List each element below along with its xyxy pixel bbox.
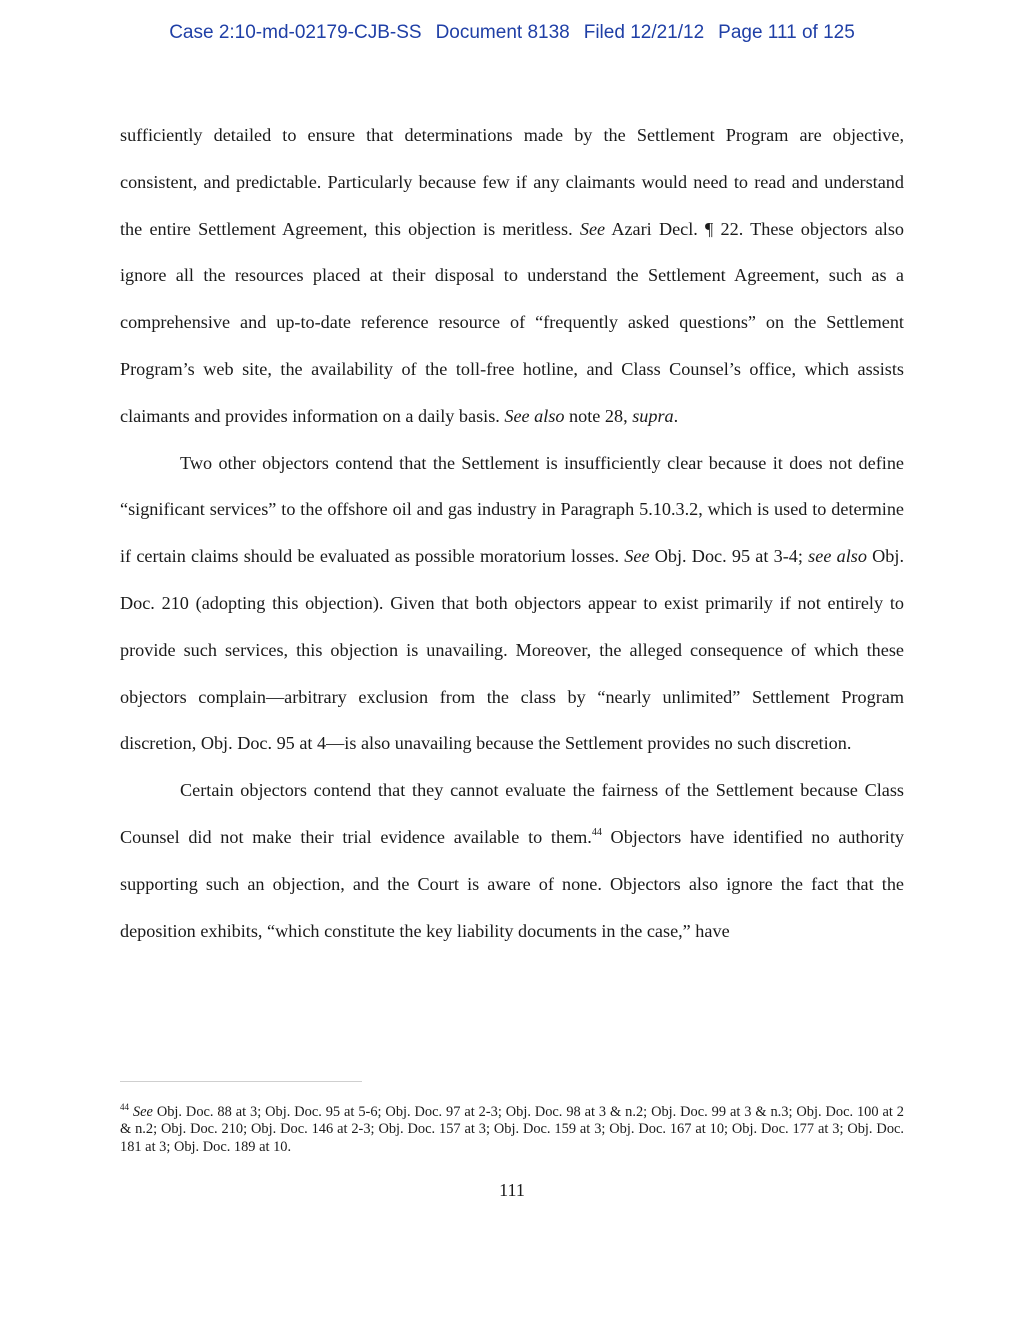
page-number: 111	[499, 1180, 525, 1200]
p1-text-1: sufficiently detailed to ensure that determinations made by the Settlement Program are objective, consistent, and predictable. Particularly because few if any claimants would need to read and understand the entire Settlement Agreement, this objection is meritless.	[120, 125, 904, 239]
paragraph-3	[120, 767, 904, 954]
ecf-header	[0, 22, 1024, 44]
p1-citation-signal-see-also: See also	[504, 405, 565, 426]
p1-text-3: note 28,	[564, 405, 633, 426]
p2-citation-signal-see-also: see also	[808, 546, 867, 567]
header-case-number: Case 2:10-md-02179-CJB-SS	[169, 22, 422, 43]
header-filed-date: Filed 12/21/12	[583, 22, 705, 43]
p1-supra: supra	[632, 405, 674, 426]
footnote-citation-signal: See	[132, 1104, 153, 1120]
p3-text-1: Certain objectors contend that they cannot evaluate the fairness of the Settlement because Class Counsel did not make their trial evidence available to them.	[120, 780, 904, 847]
header-page-count: Page 111 of 125	[718, 22, 855, 43]
footnote-reference: 44	[591, 826, 602, 838]
p2-text-2: Obj. Doc. 95 at 3-4;	[649, 546, 809, 567]
p1-citation-signal: See	[579, 218, 606, 239]
footnote-number: 44	[120, 1102, 129, 1112]
p2-text-1: Two other objectors contend that the Settlement is insufficiently clear because it does not define “significant services” to the offshore oil and gas industry in Paragraph 5.10.3.2, which is used to determine if certain claims should be evaluated as possible moratorium losses.	[120, 452, 904, 567]
paragraph-1	[120, 112, 904, 440]
p3-text-2: Objectors have identified no authority supporting such an objection, and the Court is aware of none. Objectors also ignore the fact that the deposition exhibits, “which constitute the key liability documents in the case,” have	[120, 826, 904, 941]
footnote-text: Obj. Doc. 88 at 3; Obj. Doc. 95 at 5-6; Obj. Doc. 97 at 2-3; Obj. Doc. 98 at 3 & n.2; Obj. Doc. 99 at 3 & n.3; Obj. Doc. 100 at 2 & n.2; Obj. Doc. 210; Obj. Doc. 146 at 2-3; Obj. Doc. 157 at 3; Obj. Doc. 159 at 3; Obj. Doc. 167 at 10; Obj. Doc. 177 at 3; Obj. Doc. 181 at 3; Obj. Doc. 189 at 10.	[120, 1104, 904, 1155]
header-document-number: Document 8138	[435, 22, 570, 43]
footnote-44	[120, 1104, 904, 1156]
footnote-separator	[120, 1081, 362, 1082]
body-text	[120, 112, 904, 954]
p1-text-2: Azari Decl. ¶ 22. These objectors also ignore all the resources placed at their disposal to understand the Settlement Agreement, such as a comprehensive and up-to-date reference resource of “frequently asked questions” on the Settlement Program’s web site, the availability of the toll-free hotline, and Class Counsel’s office, which assists claimants and provides information on a daily basis.	[120, 218, 904, 426]
p1-text-4: .	[673, 405, 679, 426]
paragraph-2	[120, 440, 904, 768]
p2-text-3: Obj. Doc. 210 (adopting this objection). Given that both objectors appear to exist primarily if not entirely to provide such services, this objection is unavailing. Moreover, the alleged consequence of which these objectors complain—arbitrary exclusion from the class by “nearly unlimited” Settlement Program discretion, Obj. Doc. 95 at 4—is also unavailing because the Settlement provides no such discretion.	[120, 546, 904, 754]
p2-citation-signal: See	[624, 546, 650, 567]
